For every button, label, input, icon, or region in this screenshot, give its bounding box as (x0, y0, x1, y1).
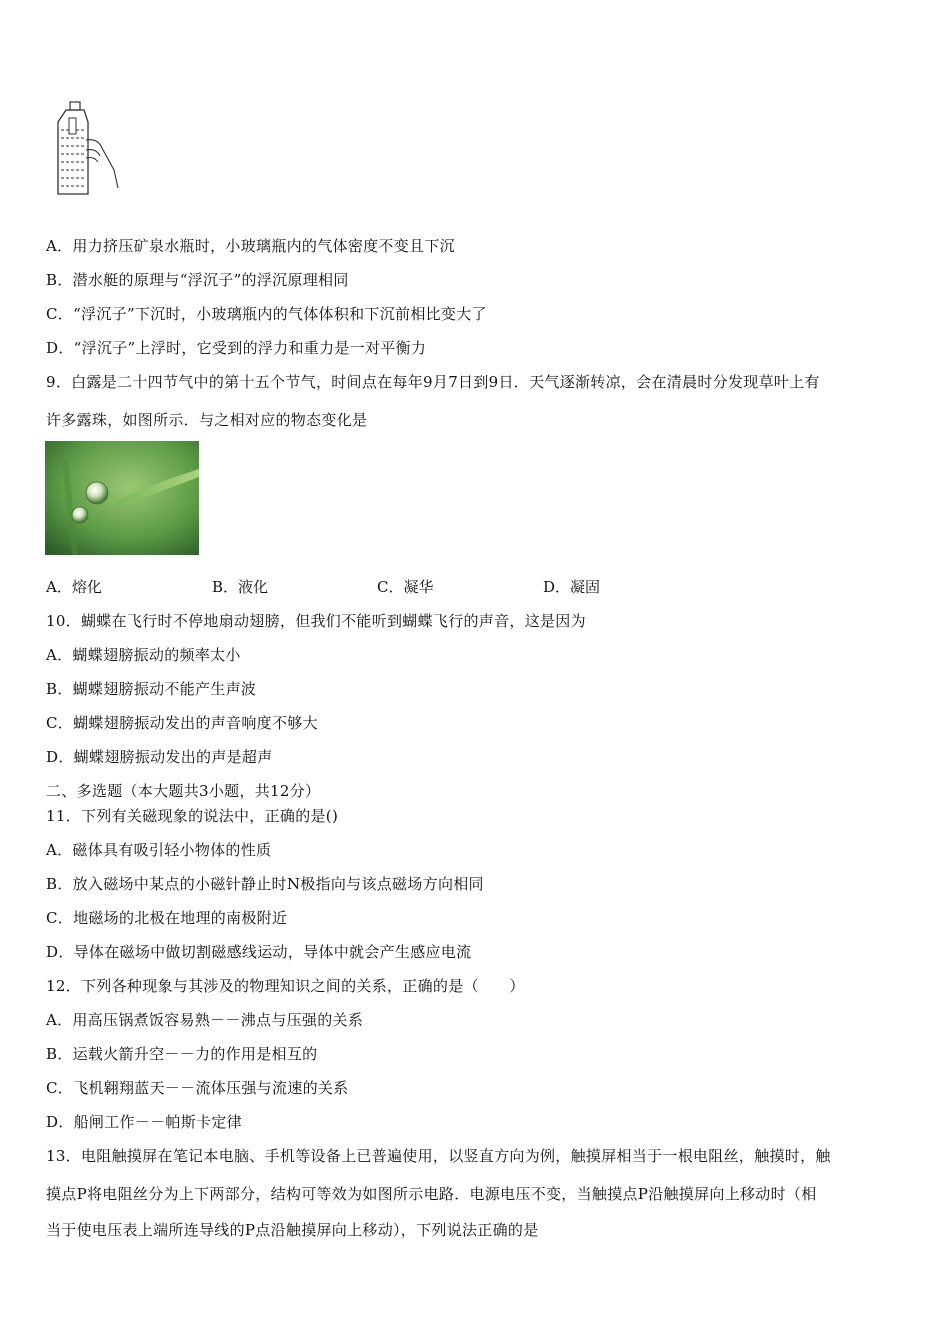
q12-option-b: B．运载火箭升空－－力的作用是相互的 (46, 1045, 318, 1063)
q10-option-b: B．蝴蝶翅膀振动不能产生声波 (46, 680, 257, 698)
q11-stem: 11．下列有关磁现象的说法中，正确的是() (46, 807, 339, 825)
q8-option-a: A．用力挤压矿泉水瓶时，小玻璃瓶内的气体密度不变且下沉 (46, 237, 455, 255)
section-heading: 二、多选题（本大题共3小题，共12分） (46, 782, 321, 800)
q13-stem-line3: 当于使电压表上端所连导线的P点沿触摸屏向上移动），下列说法正确的是 (46, 1221, 539, 1239)
q9-option-d: D．凝固 (543, 578, 601, 596)
q8-option-c: C．“浮沉子”下沉时，小玻璃瓶内的气体体积和下沉前相比变大了 (46, 305, 487, 323)
q12-option-a: A．用高压锅煮饭容易熟－－沸点与压强的关系 (46, 1011, 364, 1029)
q10-option-d: D．蝴蝶翅膀振动发出的声是超声 (46, 748, 273, 766)
q12-stem: 12．下列各种现象与其涉及的物理知识之间的关系，正确的是（ ） (46, 977, 525, 995)
q9-option-b: B．液化 (212, 578, 269, 596)
q12-option-d: D．船闸工作－－帕斯卡定律 (46, 1113, 242, 1131)
q11-option-a: A．磁体具有吸引轻小物体的性质 (46, 841, 272, 859)
q9-option-c: C．凝华 (377, 578, 434, 596)
dew-drop-photo (45, 441, 199, 555)
q10-stem: 10．蝴蝶在飞行时不停地扇动翅膀，但我们不能听到蝴蝶飞行的声音，这是因为 (46, 612, 586, 630)
bottle-diver-figure (52, 100, 124, 198)
q8-option-d: D．“浮沉子”上浮时，它受到的浮力和重力是一对平衡力 (46, 339, 427, 357)
q9-stem-line1: 9．白露是二十四节气中的第十五个节气，时间点在每年9月7日到9日．天气逐渐转凉，会在清晨时分发现草叶上有 (46, 373, 820, 391)
q9-option-a: A．熔化 (46, 578, 102, 596)
q10-option-c: C．蝴蝶翅膀振动发出的声音响度不够大 (46, 714, 318, 732)
q11-option-c: C．地磁场的北极在地理的南极附近 (46, 909, 288, 927)
q13-stem-line2: 摸点P将电阻丝分为上下两部分，结构可等效为如图所示电路．电源电压不变，当触摸点P沿触摸屏向上移动时（相 (46, 1185, 817, 1203)
q11-option-b: B．放入磁场中某点的小磁针静止时N极指向与该点磁场方向相同 (46, 875, 484, 893)
q13-stem-line1: 13．电阻触摸屏在笔记本电脑、手机等设备上已普遍使用，以竖直方向为例，触摸屏相当于一根电阻丝，触摸时，触 (46, 1147, 831, 1165)
q8-option-b: B．潜水艇的原理与“浮沉子”的浮沉原理相同 (46, 271, 349, 289)
q12-option-c: C．飞机翱翔蓝天－－流体压强与流速的关系 (46, 1079, 349, 1097)
q11-option-d: D．导体在磁场中做切割磁感线运动，导体中就会产生感应电流 (46, 943, 472, 961)
q10-option-a: A．蝴蝶翅膀振动的频率太小 (46, 646, 241, 664)
q9-stem-line2: 许多露珠，如图所示．与之相对应的物态变化是 (46, 411, 368, 429)
